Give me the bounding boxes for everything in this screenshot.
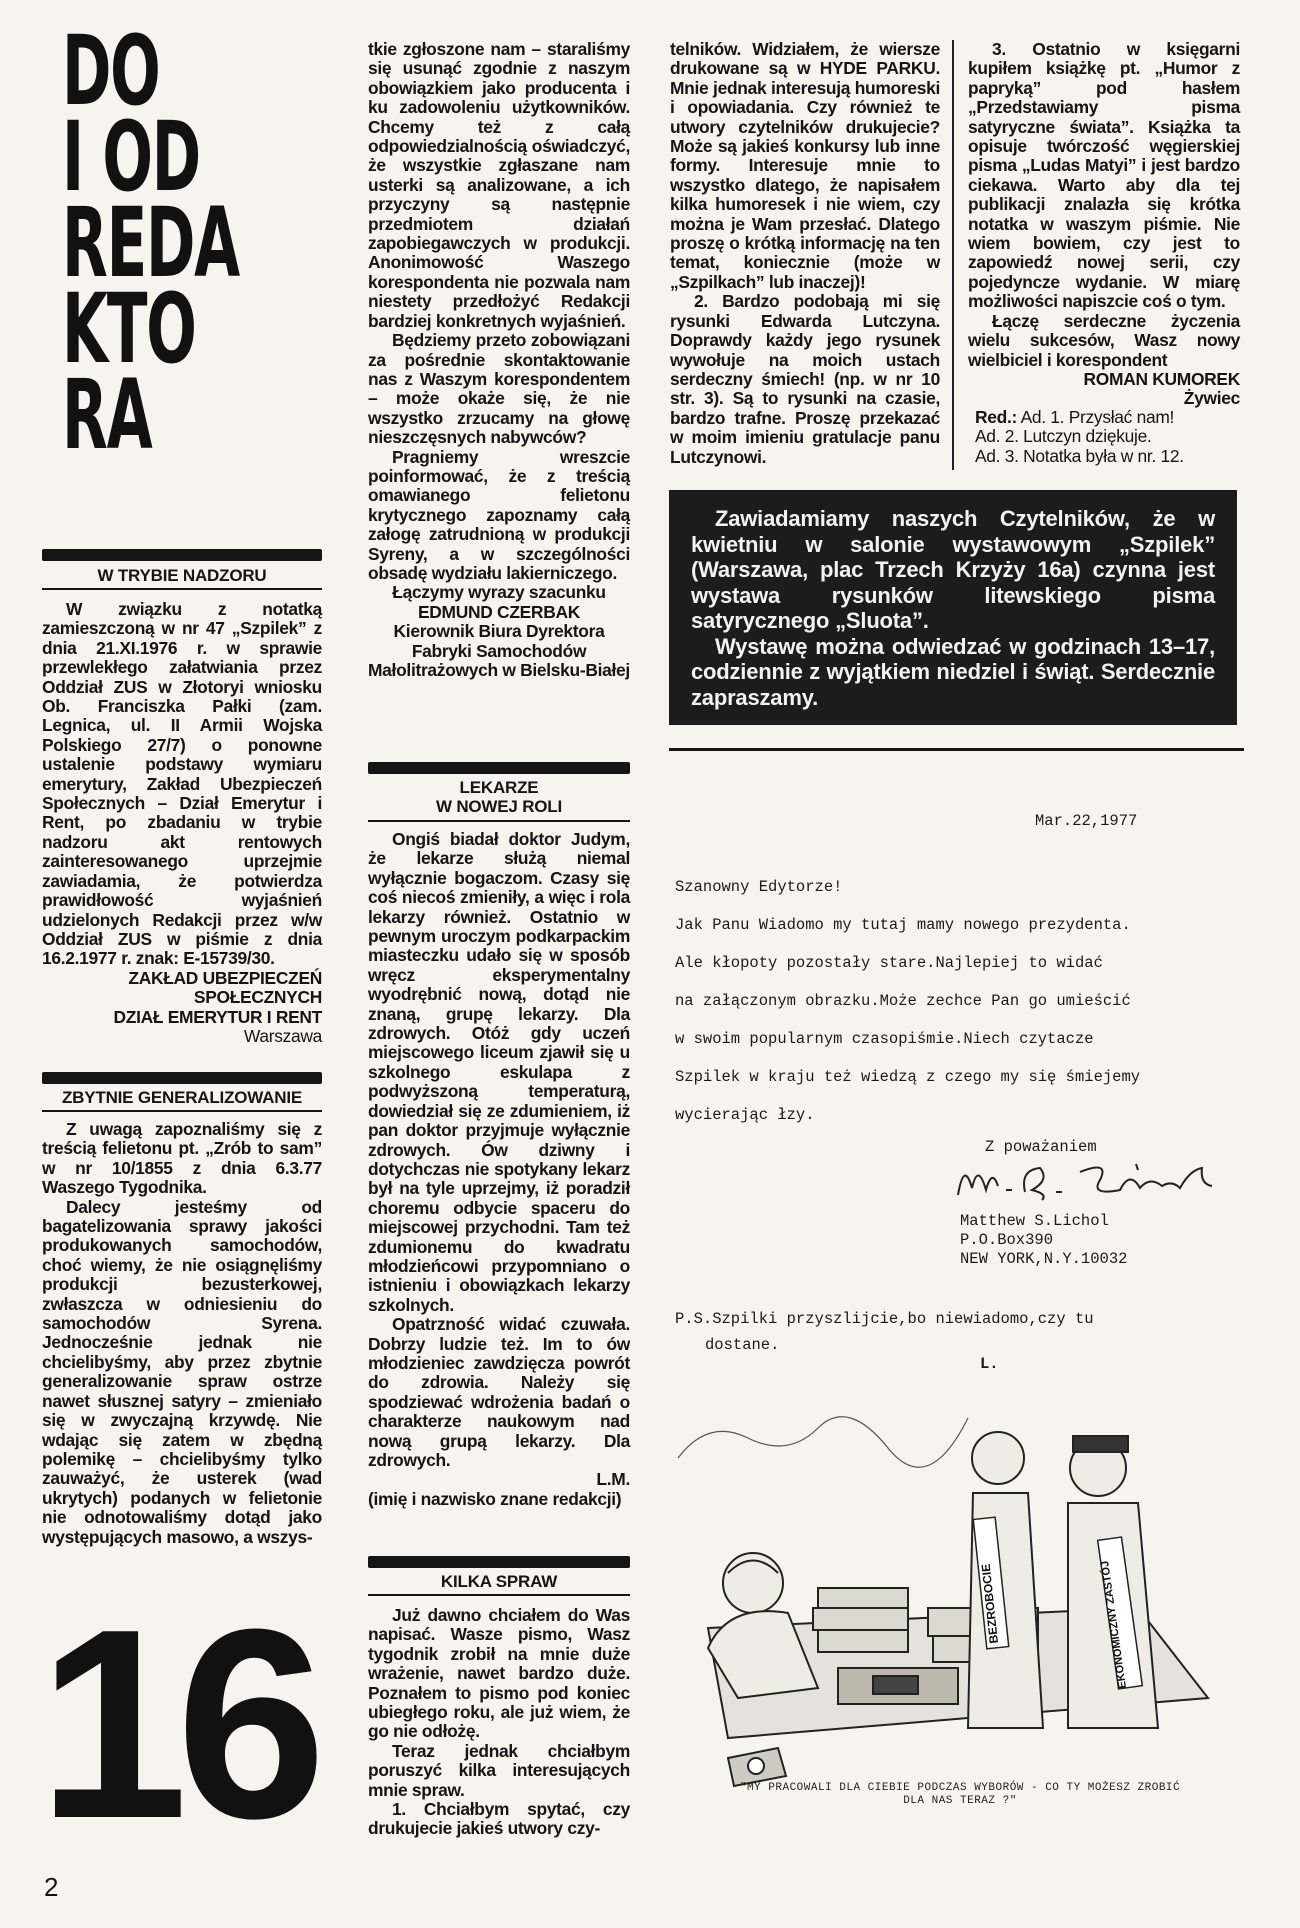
- column-3-text: telników. Widziałem, że wiersze drukowane są w HYDE PARKU. Mnie jednak interesują humoreski i opowiadania. Czy również te utwory czytelników drukujecie? Może są jakieś konkursy lub inne formy. Interesuje mnie to wszystko dlatego, że napisałem kilka humoresek i nie wiem, czy można je Wam przesłać. Dlatego proszę o krótką informację na ten temat, koniecznie (może w „Szpilkach” lub inaczej)! 2. Bardzo podobają mi się rysunki Edwarda Lutczyna. Doprawdy każdy jego rysunek wywołuje na moich ustach serdeczny śmiech! (np. w nr 10 str. 3). Są to rysunki na czasie, bardzo trafne. Proszę przekazać w moim imieniu gratulacje panu Lutczynowi.: [670, 39, 940, 467]
- heading-underline: [42, 1110, 322, 1112]
- letter-closing: Z poważaniem: [985, 1138, 1097, 1156]
- letter-ps: P.S.Szpilki przyszlijcie,bo niewiadomo,czy tu: [675, 1310, 1094, 1328]
- heading-lekarze-line-1: LEKARZE: [459, 778, 539, 797]
- label-zastoj: EKONOMICZNY ZASTÓJ: [1099, 1560, 1129, 1690]
- handwritten-signature: [950, 1150, 1240, 1210]
- editor-reply: Red.: Ad. 1. Przysłać nam! Ad. 2. Lutczyn dziękuje. Ad. 3. Notatka była w nr. 12.: [975, 407, 1184, 466]
- exhibition-notice: Zawiadamiamy naszych Czytelników, że w kwietniu w salonie wystawowym „Szpilek” (Warszawa, plac Trzech Krzyży 16a) czynna jest wystawa rysunków litewskiego pisma satyrycznego „Sluota”. Wystawę można odwiedzać w godzinach 13–17, codziennie z wyjątkiem niedziel i świąt. Serdecznie zapraszamy.: [669, 490, 1237, 725]
- column-divider: [952, 40, 954, 470]
- letter-line: w swoim popularnym czasopiśmie.Niech czytacze: [675, 1030, 1094, 1048]
- heading-underline: [42, 588, 322, 590]
- cartoon-caption: "MY PRACOWALI DLA CIEBIE PODCZAS WYBORÓW - CO TY MOŻESZ ZROBIĆ DLA NAS TERAZ ?": [739, 1782, 1181, 1807]
- page-number: 2: [44, 1872, 59, 1902]
- letter-line: na załączonym obrazku.Może zechce Pan go umieścić: [675, 992, 1131, 1010]
- column-4-text: 3. Ostatnio w księgarni kupiłem książkę pt. „Humor z papryką” pod hasłem „Przedstawiamy pisma satyryczne świata”. Książka ta opisuje twórczość węgierskiej pisma „Ludas Matyi” i jest bardzo ciekawa. Warto aby dla tej publikacji znalazła się krótka notatka w waszym piśmie. Nie wiem bowiem, czy jest to zapowiedź nowej serii, czy pojedyncze wydanie. W miarę możliwości napiszcie coś o tym. Łączę serdeczne życzenia wielu sukcesów, Wasz nowy wielbiciel i korespondent ROMAN KUMOREK Żywiec: [968, 39, 1240, 409]
- letter-date: Mar.22,1977: [1035, 812, 1138, 830]
- heading-underline: [368, 820, 630, 822]
- heading-zbytnie-generalizowanie: ZBYTNIE GENERALIZOWANIE: [61, 1088, 303, 1107]
- reply-label: Red.:: [975, 407, 1017, 427]
- column-1-text-a: W związku z notatką zamieszczoną w nr 47 „Szpilek” z dnia 21.XI.1976 r. w sprawie przewlekłego załatwiania przez Oddział ZUS w Złotoryi wniosku Ob. Franciszka Pałki (zam. Legnica, ul. II Armii Wojska Polskiego 27/7) o ponowne ustalenie podstawy wymiaru emerytury, Zakład Ubezpieczeń Społecznych – Dział Emerytur i Rent, po zbadaniu w trybie nadzoru akt rentowych zainteresowanego uprzejmie zawiadamia, że potwierdza prawidłowość wyjaśnień udzielonych Redakcji przez w/w Oddział ZUS w piśmie z dnia 16.2.1977 r. znak: E-15739/30. ZAKŁAD UBEZPIECZEŃ SPOŁECZNYCH DZIAŁ EMERYTUR I RENT Warszawa: [42, 599, 322, 1046]
- column-2-text-b: Ongiś biadał doktor Judym, że lekarze służą niemal wyłącznie bogaczom. Czasy się coś niecoś zmieniły, a więc i rola lekarzy również. Ostatnio w pewnym uroczym podkarpackim miasteczku udało się w sposób wręcz eksperymentalny wyodrębnić nową, dotąd nie znaną, grupę lekarzy. Dla zdrowych. Otóż gdy uczeń miejscowego liceum zjawił się u szkolnego eskulapa z podwyższoną temperaturą, dowiedział się ze zdumieniem, iż pan doktor przyjmuje wyłącznie zdrowych. Ów dziwny i dotychczas nie spotykany lekarz był na tyle uprzejmy, iż poradził choremu odbycie spaceru do miejscowej przychodni. Tam też zdumionemu do kwadratu młodzieńcowi przypomniano o istnieniu i obowiązkach lekarzy szkolnych. Opatrzność widać czuwała. Dobrzy ludzie też. Im to ów młodzieniec zawdzięcza powrót do zdrowia. Należy się spodziewać wdrożenia badań o charakterze naukowym nad nową grupą lekarzy. Dla zdrowych. L.M. (imię i nazwisko znane redakcji): [368, 829, 630, 1509]
- column-1-rule-2: [42, 1072, 322, 1084]
- column-2-text-c: Już dawno chciałem do Was napisać. Wasze pismo, Wasz tygodnik zrobił na mnie duże wrażenie, nawet bardzo duże. Poznałem to pismo pod koniec ubiegłego roku, ale już wiem, że go nie odłożę. Teraz jednak chciałbym poruszyć kilka interesujących mnie spraw. 1. Chciałbym spytać, czy drukujecie jakieś utwory czy-: [368, 1605, 630, 1839]
- heading-kilka-spraw: KILKA SPRAW: [440, 1572, 558, 1591]
- letter-box: P.O.Box390: [960, 1231, 1054, 1249]
- column-1-text-b: Z uwagą zapoznaliśmy się z treścią felietonu pt. „Zrób to sam” w nr 10/1855 z dnia 6.3.77 Waszego Tygodnika. Dalecy jesteśmy od bagatelizowania sprawy jakości produkowanych samochodów, choć wiemy, że nie osiągnęliśmy produkcji bezusterkowej, zwłaszcza w odniesieniu do samochodów Syrena. Jednocześnie jednak nie chcielibyśmy, aby przez zbytnie generalizowanie spraw ostrze nawet słusznej satyry – zmieniało się w zwyczajną krzywdę. Nie wdając się zatem w zbędną polemikę – chcielibyśmy tylko zauważyć, że usterek (wad ukrytych) podanych w felietonie nie odnotowaliśmy dotąd jako występujących masowo, a wszys-: [42, 1119, 322, 1547]
- column-1-rule: [42, 549, 322, 561]
- letter-name: Matthew S.Lichol: [960, 1212, 1109, 1230]
- notice-bottom-rule: [669, 748, 1244, 751]
- letter-line: Ale kłopoty pozostały stare.Najlepiej to widać: [675, 954, 1103, 972]
- letter-line: Jak Panu Wiadomo my tutaj mamy nowego prezydenta.: [675, 916, 1131, 934]
- column-2-rule-2: [368, 1556, 630, 1568]
- column-2-text-a: tkie zgłoszone nam – staraliśmy się usunąć zgodnie z naszym obowiązkiem jako producenta i ku zadowoleniu użytkowników. Chcemy też z całą odpowiedzialnością oświadczyć, że wszystkie zgłaszane nam usterki są analizowane, a ich przyczyny są następnie przedmiotem działań zapobiegawczych w produkcji. Anonimowość Waszego korespondenta nie pozwala nam niestety przedłożyć Redakcji bardziej konkretnych wyjaśnień. Będziemy przeto zobowiązani za pośrednie skontaktowanie nas z Waszym korespondentem – może okaże się, że nie wszystko zrzucamy na głowę nieszczęsnych nabywców? Pragniemy wreszcie poinformować, że z treścią omawianego felietonu krytycznego zapoznamy całą załogę zatrudnioną w produkcji Syreny, a w szczególności obsadę wydziału lakierniczego. Łączymy wyrazy szacunku EDMUND CZERBAK Kierownik Biura Dyrektora Fabryki Samochodów Małolitrażowych w Bielsku-Białej: [368, 39, 630, 680]
- issue-number: 16: [38, 1574, 315, 1875]
- heading-underline: [368, 1594, 630, 1596]
- letter-line: Szpilek w kraju też wiedzą z czego my się śmiejemy: [675, 1068, 1141, 1086]
- label-bezrobocie: BEZROBOCIE: [978, 1563, 1001, 1645]
- letter-line: wycierając łzy.: [675, 1106, 815, 1124]
- column-2-rule: [368, 762, 630, 774]
- heading-w-trybie-nadzoru: W TRYBIE NADZORU: [97, 566, 267, 585]
- masthead-title: DO I OD REDA KTO RA: [62, 15, 240, 471]
- cartoon-illustration: [668, 1398, 1238, 1798]
- letter-city: NEW YORK,N.Y.10032: [960, 1250, 1128, 1268]
- letter-ps: dostane.: [705, 1336, 780, 1354]
- letter-initial: L.: [980, 1355, 999, 1373]
- heading-lekarze-line-2: W NOWEJ ROLI: [435, 797, 563, 816]
- letter-greeting: Szanowny Edytorze!: [675, 878, 843, 896]
